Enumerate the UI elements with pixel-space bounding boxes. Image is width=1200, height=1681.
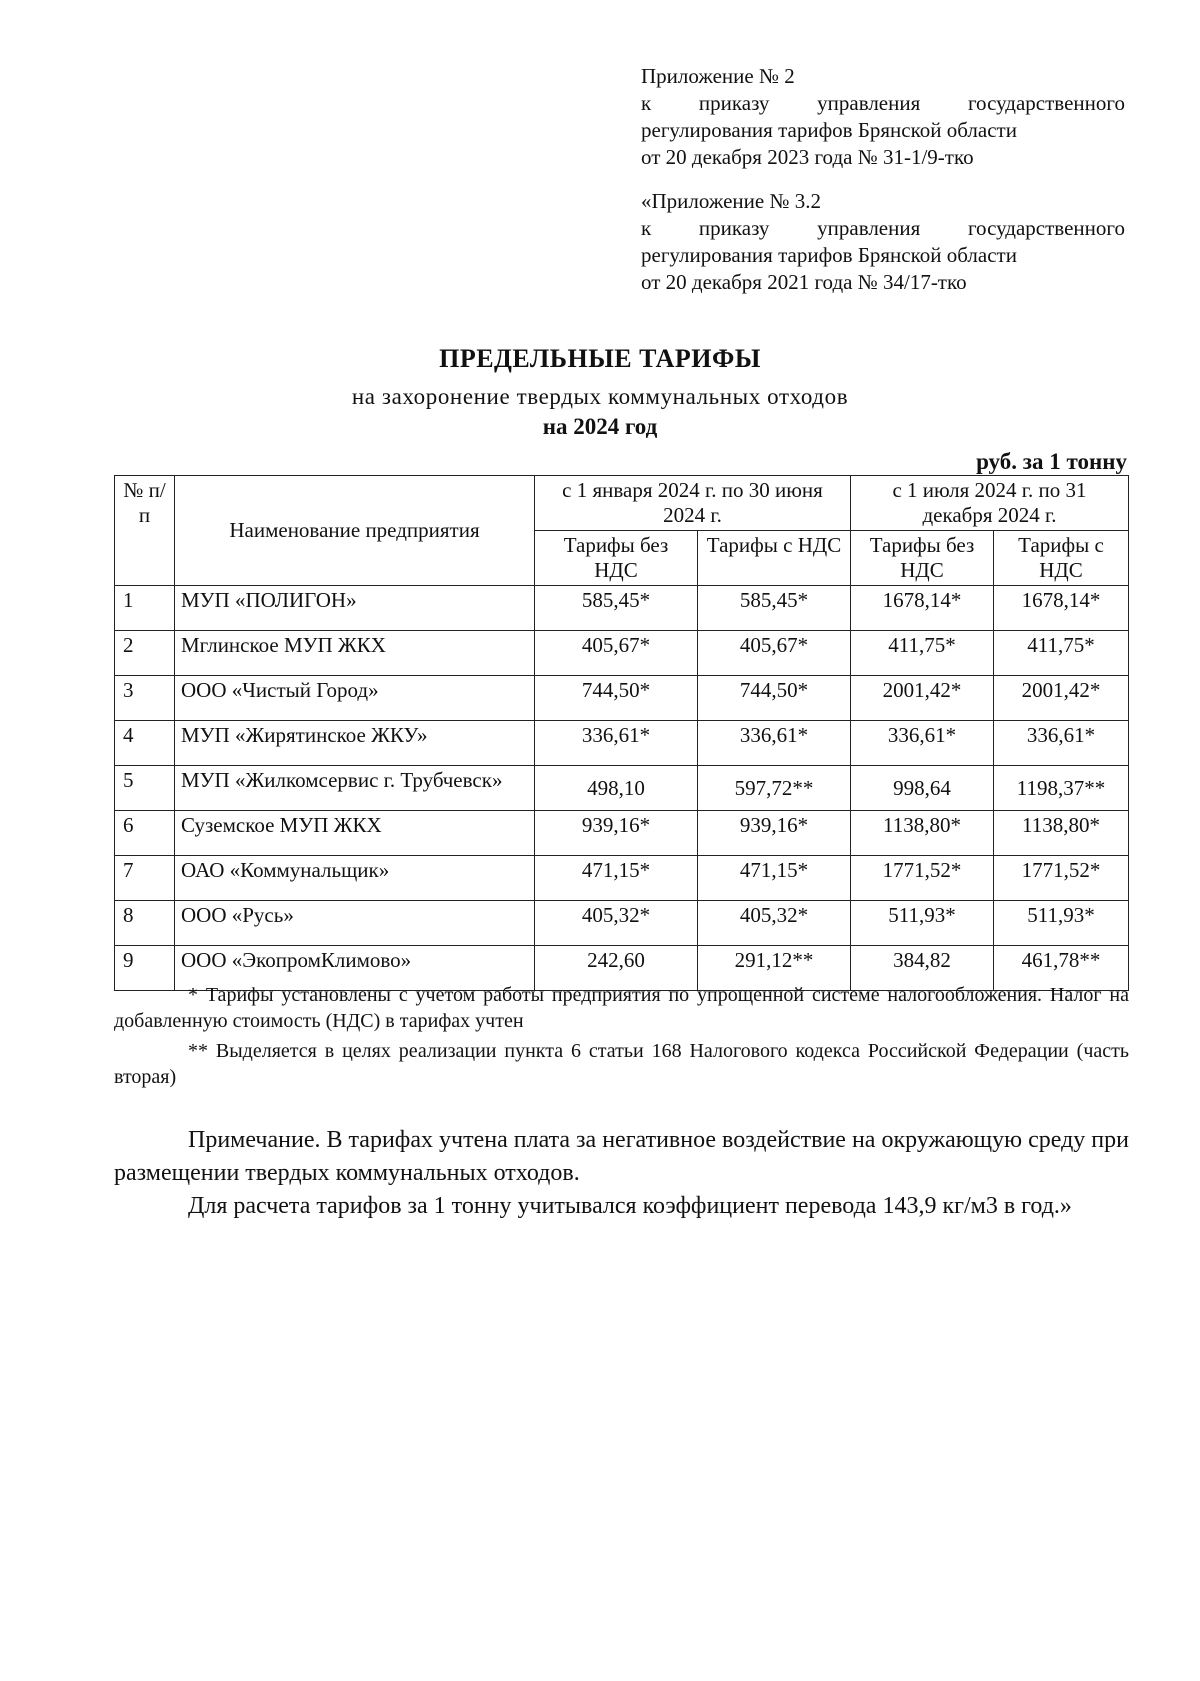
table-row — [115, 721, 1129, 766]
row-p1-vat: 405,67* — [698, 631, 851, 676]
row-p1-vat: 291,12** — [698, 946, 851, 991]
row-p2-no-vat: 998,64 — [851, 766, 994, 811]
appendix-reference-current — [641, 63, 1125, 171]
appendix-number: «Приложение № 3.2 — [641, 189, 821, 213]
table-row — [115, 766, 1129, 811]
row-name: ООО «Чистый Город» — [175, 676, 535, 721]
row-p1-no-vat: 405,32* — [535, 901, 698, 946]
row-name: ООО «ЭкопромКлимово» — [175, 946, 535, 991]
table-row — [115, 631, 1129, 676]
row-p2-no-vat: 511,93* — [851, 901, 994, 946]
row-num: 2 — [115, 631, 175, 676]
footnote-single-star — [114, 982, 1129, 1034]
row-name: МУП «Жилкомсервис г. Трубчевск» — [175, 766, 535, 811]
row-num: 1 — [115, 586, 175, 631]
row-p2-no-vat: 384,82 — [851, 946, 994, 991]
tariffs-table — [114, 475, 1129, 991]
row-name: МУП «Жирятинское ЖКУ» — [175, 721, 535, 766]
appendix-order-line: к приказу управления государственного — [641, 216, 1125, 240]
row-p1-vat: 597,72** — [698, 766, 851, 811]
row-num: 9 — [115, 946, 175, 991]
row-name: МУП «ПОЛИГОН» — [175, 586, 535, 631]
note-text: Для расчета тарифов за 1 тонну учитывался коэффициент перевода 143,9 кг/м3 в год.» — [188, 1193, 1072, 1219]
row-p1-no-vat: 939,16* — [535, 811, 698, 856]
note-paragraph — [114, 1124, 1129, 1190]
header-no-vat: Тарифы без НДС — [851, 531, 994, 586]
appendix-authority-line: регулирования тарифов Брянской области — [641, 118, 1017, 142]
appendix-authority-line: регулирования тарифов Брянской области — [641, 243, 1017, 267]
table-row — [115, 856, 1129, 901]
row-p1-vat: 405,32* — [698, 901, 851, 946]
table-row — [115, 811, 1129, 856]
row-p2-vat: 1138,80* — [994, 811, 1129, 856]
row-p2-no-vat: 336,61* — [851, 721, 994, 766]
header-no-vat: Тарифы без НДС — [535, 531, 698, 586]
row-name: ОАО «Коммунальщик» — [175, 856, 535, 901]
row-name: Мглинское МУП ЖКХ — [175, 631, 535, 676]
row-num: 6 — [115, 811, 175, 856]
row-p1-vat: 585,45* — [698, 586, 851, 631]
row-p1-no-vat: 585,45* — [535, 586, 698, 631]
row-p1-no-vat: 471,15* — [535, 856, 698, 901]
row-p2-no-vat: 1678,14* — [851, 586, 994, 631]
row-p2-vat: 1771,52* — [994, 856, 1129, 901]
row-p2-no-vat: 2001,42* — [851, 676, 994, 721]
table-row — [115, 901, 1129, 946]
row-p2-no-vat: 1138,80* — [851, 811, 994, 856]
appendix-number: Приложение № 2 — [641, 64, 795, 88]
row-p2-vat: 1198,37** — [994, 766, 1129, 811]
row-num: 5 — [115, 766, 175, 811]
note-text: Примечание. В тарифах учтена плата за негативное воздействие на окружающую среду при размещении твердых коммунальных отходов. — [114, 1127, 1129, 1186]
row-p2-vat: 461,78** — [994, 946, 1129, 991]
row-num: 8 — [115, 901, 175, 946]
footnote-text: ** Выделяется в целях реализации пункта 6 статьи 168 Налогового кодекса Российской Федерации (часть вторая) — [114, 1040, 1129, 1088]
footnote-double-star — [114, 1038, 1129, 1090]
row-num: 4 — [115, 721, 175, 766]
appendix-order-line: к приказу управления государственного — [641, 91, 1125, 115]
row-p1-no-vat: 744,50* — [535, 676, 698, 721]
row-name: Суземское МУП ЖКХ — [175, 811, 535, 856]
row-p1-no-vat: 336,61* — [535, 721, 698, 766]
row-num: 3 — [115, 676, 175, 721]
header-period-1: с 1 января 2024 г. по 30 июня 2024 г. — [535, 476, 851, 531]
note-paragraph — [114, 1190, 1129, 1223]
row-p1-vat: 336,61* — [698, 721, 851, 766]
appendix-date-line: от 20 декабря 2023 года № 31-1/9-тко — [641, 145, 974, 169]
table-row — [115, 676, 1129, 721]
document-subtitle: на захоронение твердых коммунальных отходов — [351, 384, 849, 409]
row-p1-no-vat: 242,60 — [535, 946, 698, 991]
row-p2-no-vat: 411,75* — [851, 631, 994, 676]
document-title: ПРЕДЕЛЬНЫЕ ТАРИФЫ — [439, 344, 761, 373]
row-p2-vat: 511,93* — [994, 901, 1129, 946]
row-p2-no-vat: 1771,52* — [851, 856, 994, 901]
row-p2-vat: 336,61* — [994, 721, 1129, 766]
row-p1-vat: 744,50* — [698, 676, 851, 721]
table-row — [115, 586, 1129, 631]
row-p2-vat: 411,75* — [994, 631, 1129, 676]
footnote-text: * Тарифы установлены с учетом работы предприятия по упрощенной системе налогообложения. Налог на добавленную стоимость (НДС) в тарифах учтен — [114, 984, 1129, 1032]
document-year: на 2024 год — [542, 414, 658, 439]
appendix-reference-prior — [641, 188, 1125, 296]
header-name: Наименование предприятия — [175, 476, 535, 586]
header-with-vat: Тарифы с НДС — [994, 531, 1129, 586]
row-p1-vat: 939,16* — [698, 811, 851, 856]
row-p2-vat: 1678,14* — [994, 586, 1129, 631]
row-p1-vat: 471,15* — [698, 856, 851, 901]
unit-label: руб. за 1 тонну — [976, 449, 1127, 474]
header-period-2: с 1 июля 2024 г. по 31 декабря 2024 г. — [851, 476, 1129, 531]
row-p1-no-vat: 405,67* — [535, 631, 698, 676]
row-num: 7 — [115, 856, 175, 901]
row-p2-vat: 2001,42* — [994, 676, 1129, 721]
row-p1-no-vat: 498,10 — [535, 766, 698, 811]
row-name: ООО «Русь» — [175, 901, 535, 946]
header-with-vat: Тарифы с НДС — [698, 531, 851, 586]
header-num: № п/п — [115, 476, 175, 586]
appendix-date-line: от 20 декабря 2021 года № 34/17-тко — [641, 270, 967, 294]
